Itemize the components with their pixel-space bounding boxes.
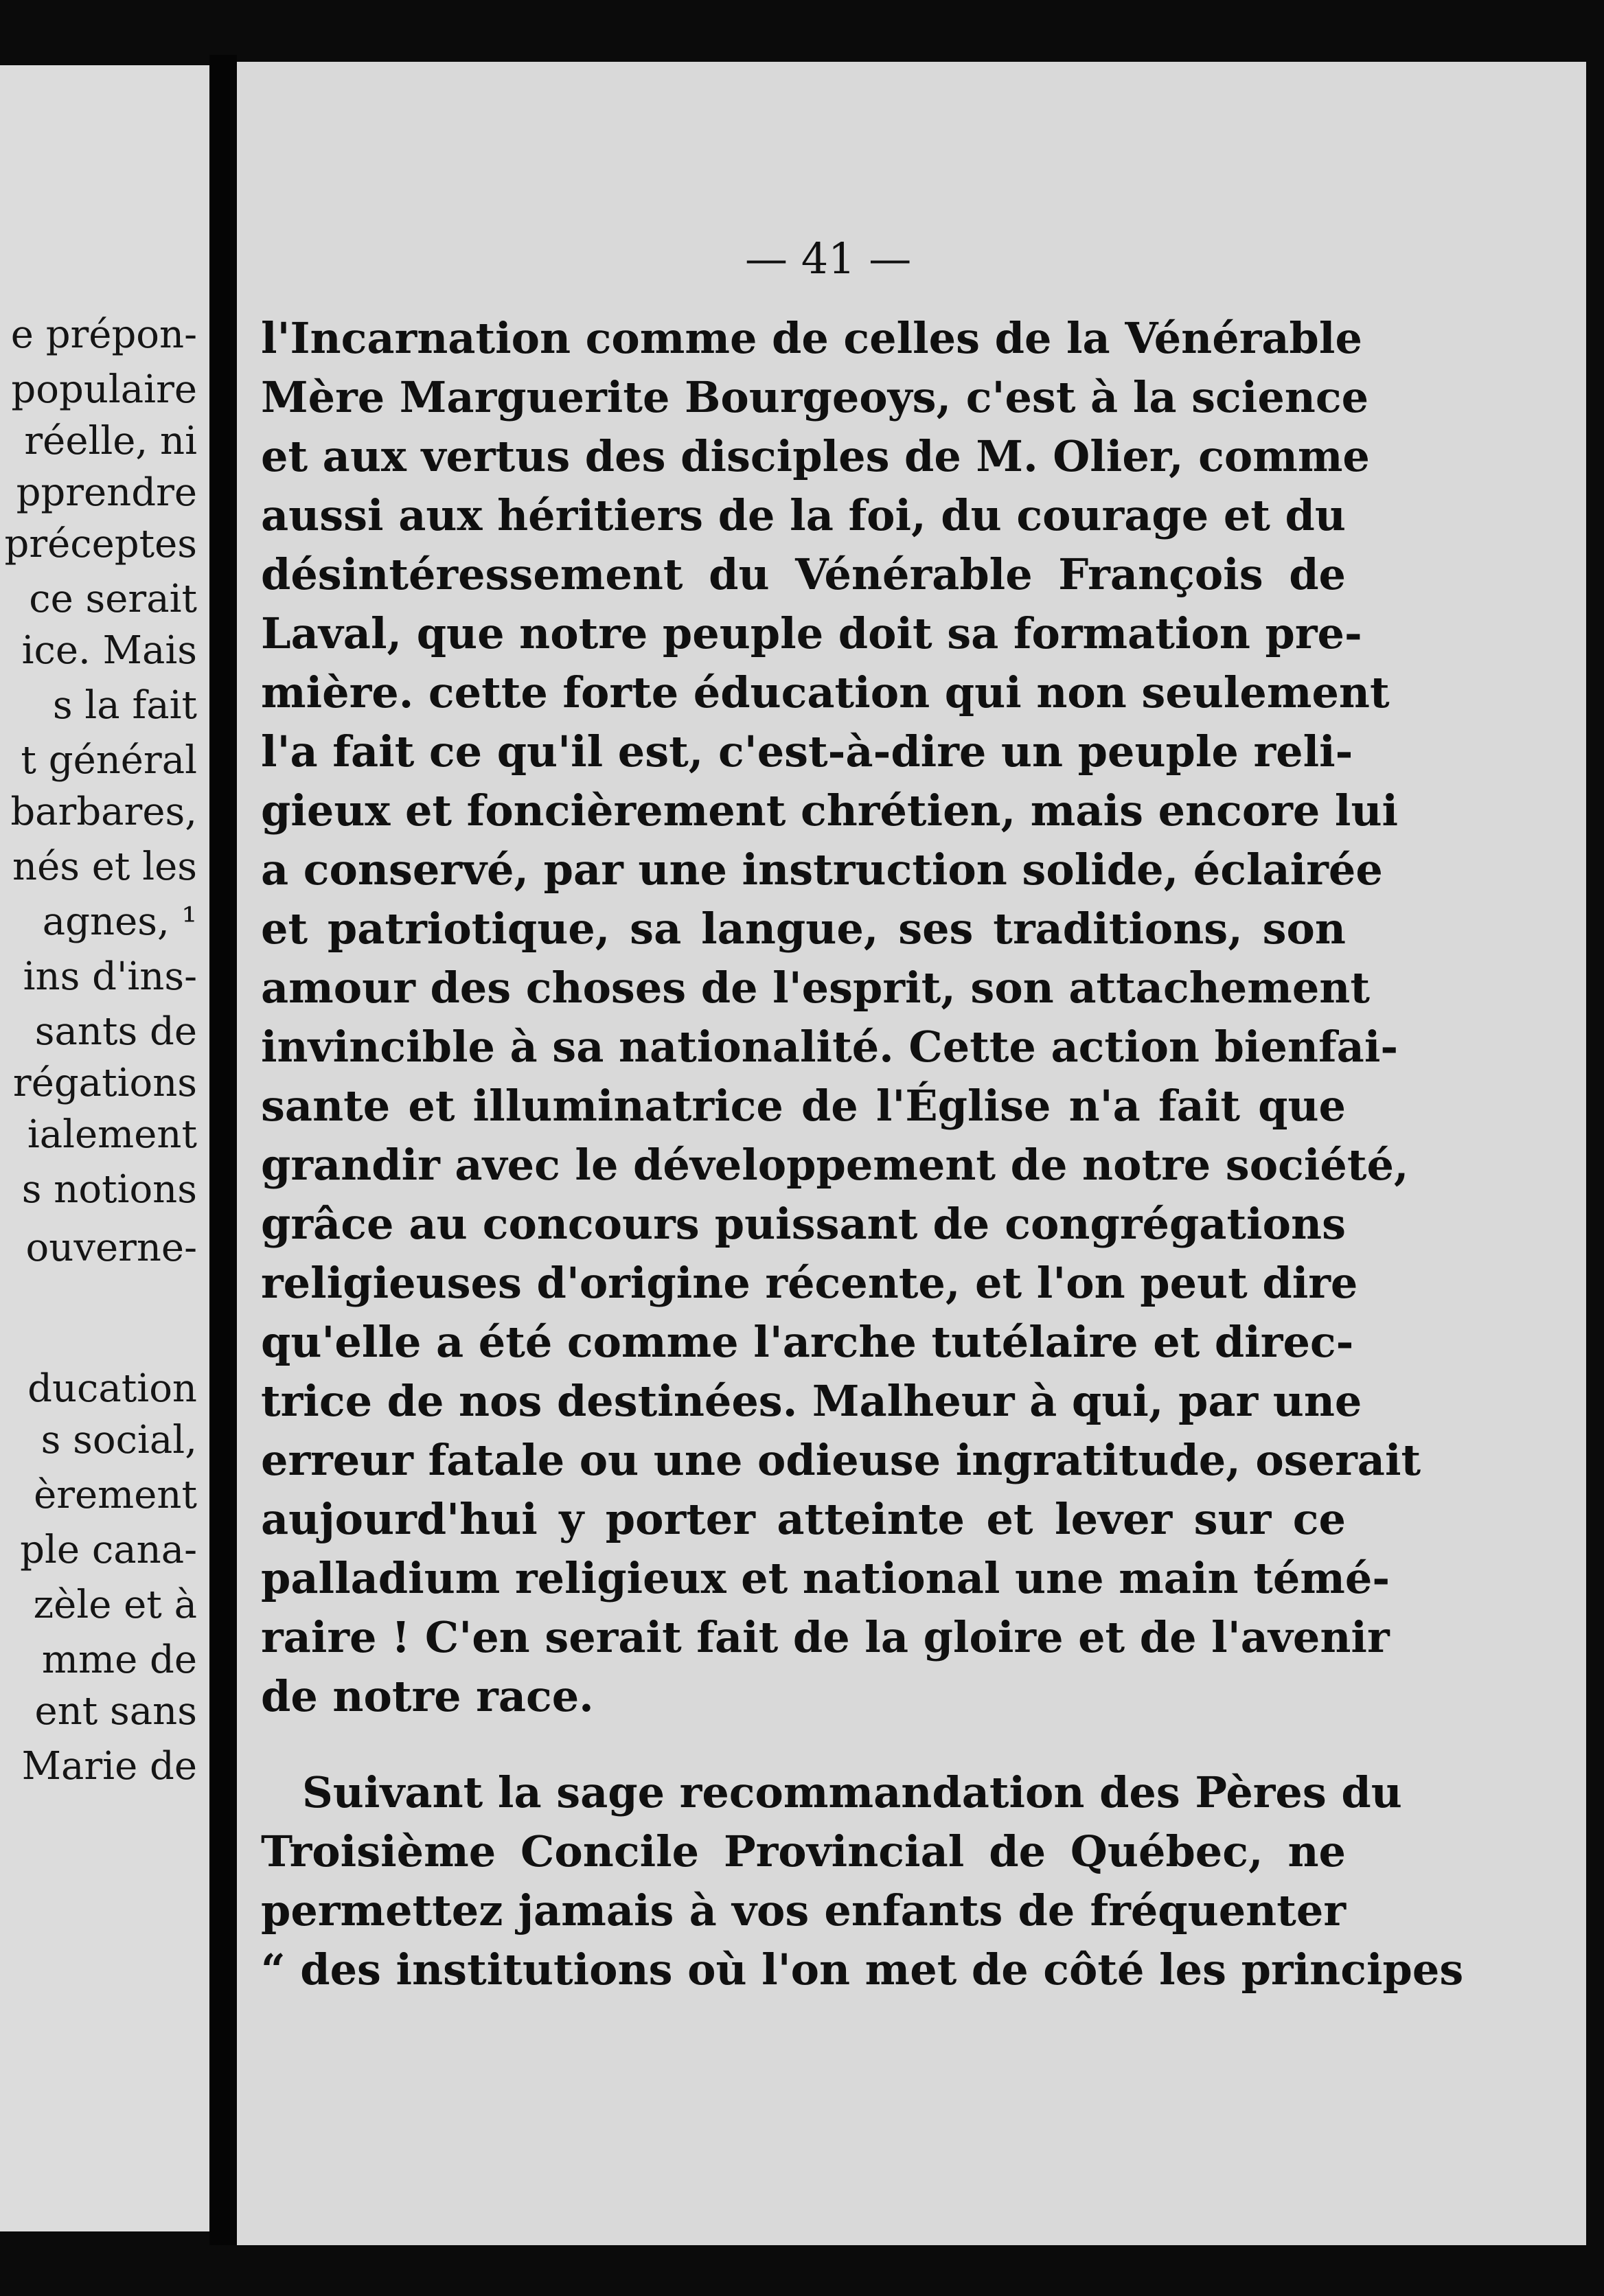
text-line: amour des choses de l'esprit, son attachement xyxy=(261,963,1370,1013)
text-line: sante et illuminatrice de l'Église n'a fait que xyxy=(261,1081,1346,1131)
left-page-line: Marie de xyxy=(21,1744,197,1789)
left-page-line: ouverne- xyxy=(25,1226,197,1270)
paragraph-1 xyxy=(261,309,1421,1726)
text-line: désintéressement du Vénérable François de xyxy=(261,549,1346,599)
left-page-line: ent sans xyxy=(34,1689,197,1734)
page-number: — 41 — xyxy=(745,233,912,284)
text-line: erreur fatale ou une odieuse ingratitude, oserait xyxy=(261,1435,1421,1485)
text-line: a conservé, par une instruction solide, éclairée xyxy=(261,845,1383,895)
left-page-line: pprendre xyxy=(16,470,197,515)
text-line: aussi aux héritiers de la foi, du courage et du xyxy=(261,490,1346,540)
left-page-line: ins d'ins- xyxy=(23,954,197,999)
left-page-line: nés et les xyxy=(12,845,197,889)
text-line: trice de nos destinées. Malheur à qui, par une xyxy=(261,1376,1362,1426)
text-line: mière. cette forte éducation qui non seulement xyxy=(261,667,1390,718)
left-page-line: ialement xyxy=(27,1112,197,1157)
scan-frame-top xyxy=(0,0,1604,62)
text-line: et patriotique, sa langue, ses traditions, son xyxy=(261,904,1346,954)
text-line: Troisième Concile Provincial de Québec, ne xyxy=(261,1826,1346,1876)
paragraph-2 xyxy=(261,1763,1464,1999)
left-page-line: e prépon- xyxy=(10,312,197,357)
left-page-line: ice. Mais xyxy=(21,628,197,673)
left-page-line: réelle, ni xyxy=(24,419,197,463)
text-line: grandir avec le développement de notre société, xyxy=(261,1140,1409,1190)
text-line: gieux et foncièrement chrétien, mais encore lui xyxy=(261,785,1399,836)
left-page-line: ple cana- xyxy=(20,1528,197,1572)
left-page-line: ducation xyxy=(27,1366,197,1411)
left-page-line: zèle et à xyxy=(33,1583,197,1627)
text-line: Suivant la sage recommandation des Pères du xyxy=(302,1767,1402,1817)
text-line: et aux vertus des disciples de M. Olier, comme xyxy=(261,431,1370,481)
text-line: Laval, que notre peuple doit sa formation pre- xyxy=(261,608,1362,658)
text-line: aujourd'hui y porter atteinte et lever sur ce xyxy=(261,1494,1346,1544)
left-page-line: sants de xyxy=(34,1009,197,1054)
left-page-line: préceptes xyxy=(4,522,197,566)
text-line: l'Incarnation comme de celles de la Vénérable xyxy=(261,313,1362,363)
text-line: Mère Marguerite Bourgeoys, c'est à la science xyxy=(261,372,1369,422)
text-line: raire ! C'en serait fait de la gloire et de l'avenir xyxy=(261,1612,1390,1662)
text-line: qu'elle a été comme l'arche tutélaire et direc- xyxy=(261,1317,1354,1367)
left-page-line: barbares, xyxy=(10,790,197,834)
left-page-line: s la fait xyxy=(52,683,197,728)
left-page-line: èrement xyxy=(34,1473,197,1517)
left-page-line: agnes, ¹ xyxy=(42,899,197,944)
text-line: invincible à sa nationalité. Cette action bienfai- xyxy=(261,1022,1399,1072)
left-page-line: t général xyxy=(21,738,197,783)
text-line: l'a fait ce qu'il est, c'est-à-dire un peuple reli- xyxy=(261,726,1353,777)
text-line: religieuses d'origine récente, et l'on peut dire xyxy=(261,1258,1358,1308)
left-page-line: s social, xyxy=(41,1418,197,1462)
text-line: de notre race. xyxy=(261,1671,594,1721)
left-page-line: régations xyxy=(12,1061,197,1105)
left-page-fragment xyxy=(0,65,209,2231)
page-body xyxy=(261,309,1464,1999)
left-page-line: mme de xyxy=(41,1638,197,1682)
left-page-line: populaire xyxy=(11,367,197,412)
left-page-line: ce serait xyxy=(29,577,197,621)
text-line: permettez jamais à vos enfants de fréquenter xyxy=(261,1885,1346,1936)
text-line: “ des institutions où l'on met de côté les principes xyxy=(261,1944,1464,1995)
text-line: palladium religieux et national une main témé- xyxy=(261,1553,1390,1603)
left-page-line: s notions xyxy=(21,1167,197,1212)
book-gutter xyxy=(209,55,237,2245)
text-line: grâce au concours puissant de congrégations xyxy=(261,1199,1346,1249)
